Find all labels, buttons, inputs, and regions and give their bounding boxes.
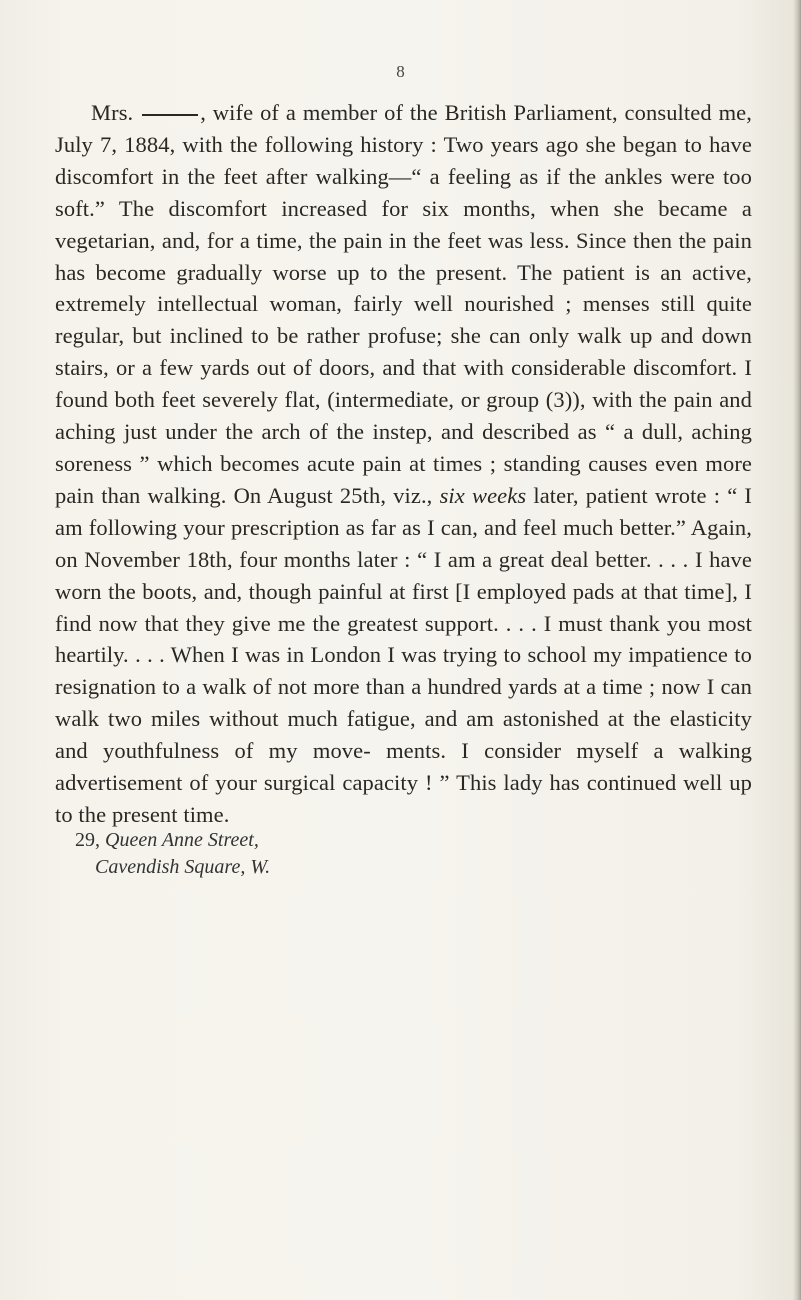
emphasis-six-weeks: six weeks: [439, 482, 527, 508]
address-line-square: Cavendish Square, W.: [95, 856, 271, 878]
case-paragraph: [55, 97, 752, 831]
address-line-street: 29, Queen Anne Street,: [75, 829, 259, 851]
case-history-text: [55, 97, 752, 831]
name-redaction-dash: [142, 114, 198, 116]
case-text-part-1: , wife of a member of the British Parliament, consulted me, July 7, 1884, with the following history : Two years ago she began to have discomfort in the feet after walking—“ a feeling as if the ankles were too soft.” The discomfort increased for six months, when she became a vegetarian, and, for a time, the pain in the feet was less. Since then the pain has become gradually worse up to the present. The patient is an active, extremely intellectual woman, fairly well nourished ; menses still quite regular, but inclined to be rather profuse; she can only walk up and down stairs, or a few yards out of doors, and that with considerable discomfort. I found both feet severely flat, (intermediate, or group (3)), with the pain and aching just under the arch of the instep, and described as “ a dull, aching soreness ” which becomes acute pain at times ; standing causes even more pain than walking. On August 25th, viz.,: [55, 100, 752, 508]
page-number: 8: [396, 62, 405, 81]
salutation: Mrs.: [91, 100, 134, 125]
case-text-part-2: later, patient wrote : “ I am following your prescription as far as I can, and feel much better.” Again, on November 18th, four months later : “ I am a great deal better. . . . I have worn the boots, and, though painful at first [I employed pads at that time], I find now that they give me the greatest support. . . . I must thank you most heartily. . . . When I was in London I was trying to school my impatience to resignation to a walk of not more than a hundred yards at a time ; now I can walk two miles without much fatigue, and am astonished at the elasticity and youthfulness of my move- ments. I consider myself a walking advertisement of your surgical capacity ! ” This lady has continued well up to the present time.: [55, 482, 752, 827]
page-edge-shadow: [793, 0, 801, 1300]
author-address: [75, 827, 270, 881]
